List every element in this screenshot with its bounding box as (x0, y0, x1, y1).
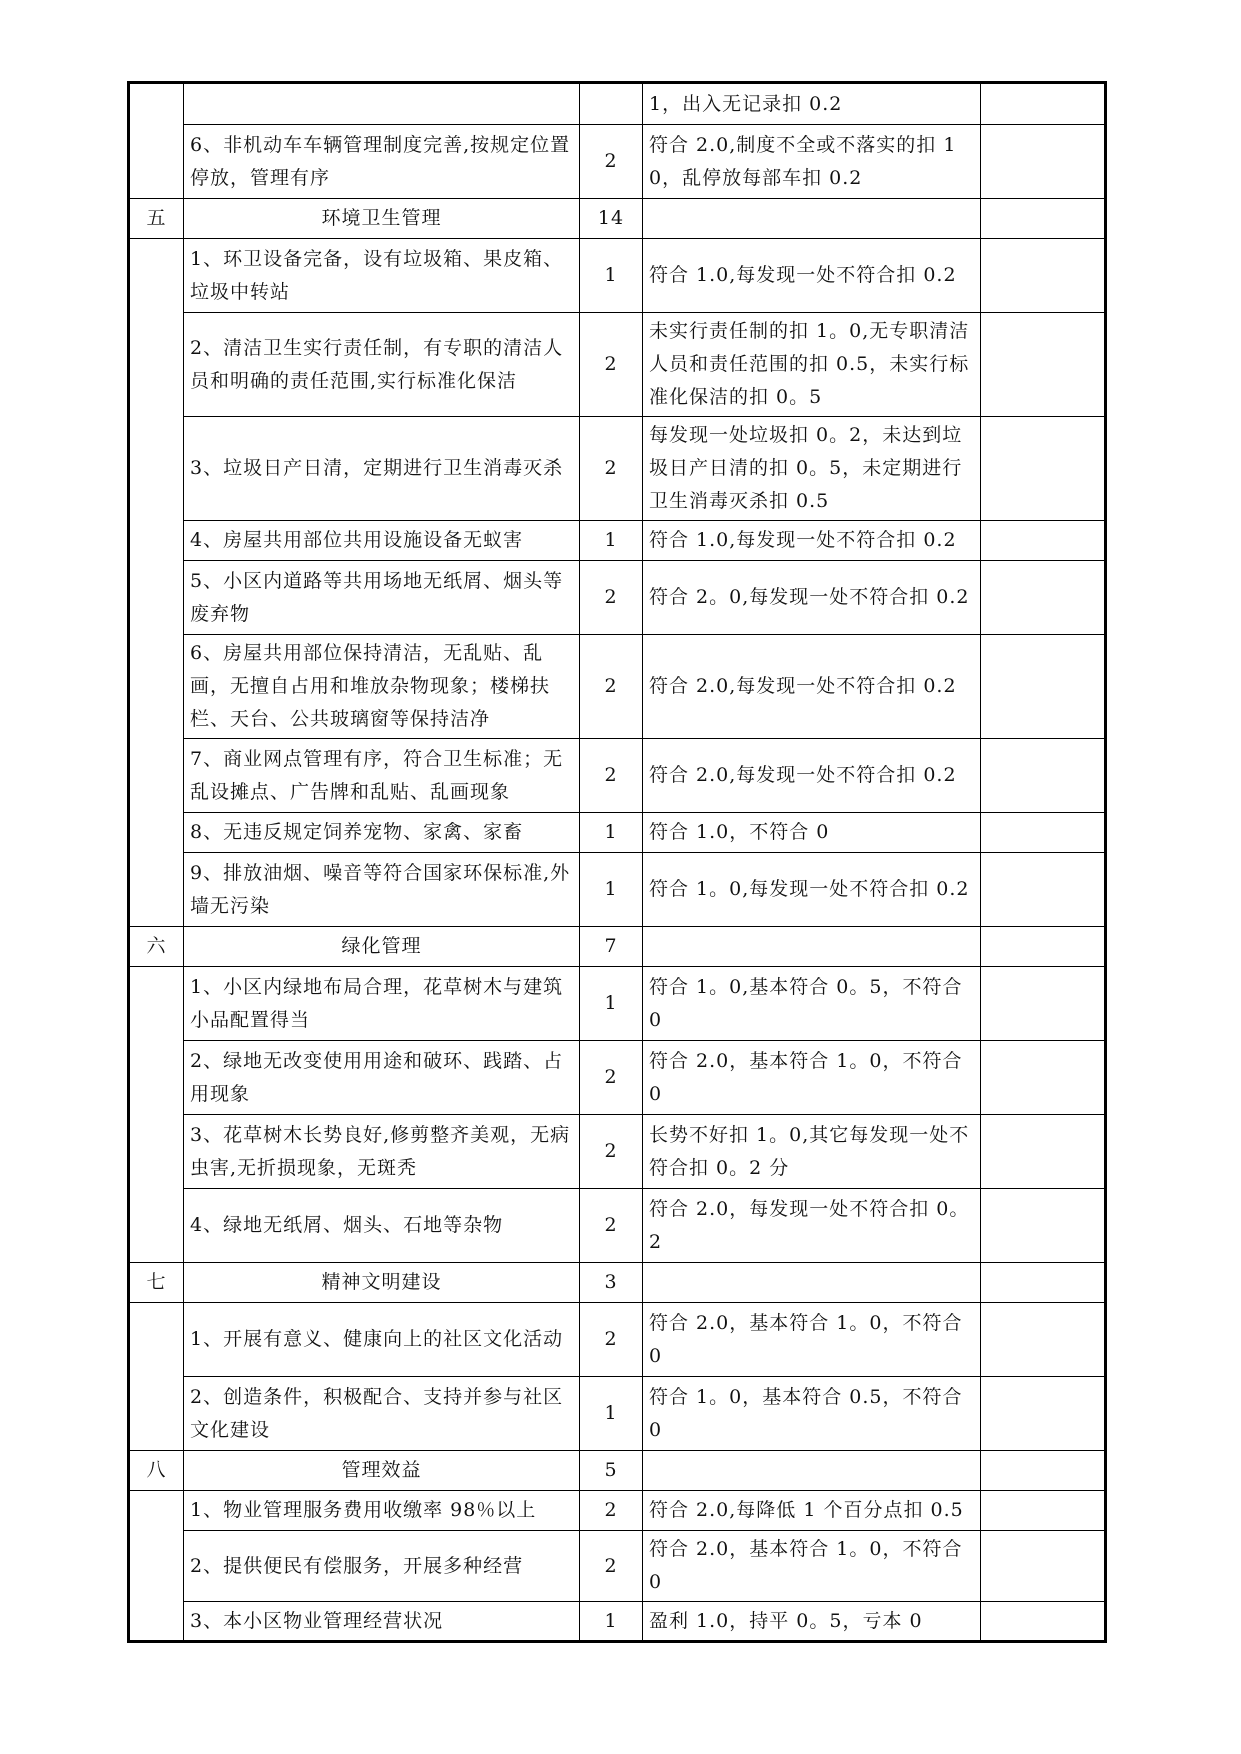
table-row (129, 521, 1106, 561)
standard-cell: 长势不好扣 1。0,其它每发现一处不符合扣 0。2 分 (643, 1115, 981, 1189)
section-number-merged-cell (129, 239, 184, 927)
item-cell: 8、无违反规定饲养宠物、家禽、家畜 (184, 813, 580, 853)
note-cell (981, 417, 1106, 521)
section-row (129, 199, 1106, 239)
score-cell (580, 83, 643, 125)
note-cell (981, 199, 1106, 239)
standard-cell: 盈利 1.0，持平 0。5，亏本 0 (643, 1602, 981, 1642)
note-cell (981, 125, 1106, 199)
item-cell: 2、创造条件，积极配合、支持并参与社区文化建设 (184, 1377, 580, 1451)
section-row (129, 927, 1106, 967)
note-cell (981, 635, 1106, 739)
standard-cell: 符合 1.0,每发现一处不符合扣 0.2 (643, 239, 981, 313)
item-cell: 管理效益 (184, 1451, 580, 1491)
standard-cell: 未实行责任制的扣 1。0,无专职清洁人员和责任范围的扣 0.5，未实行标准化保洁的扣 0。5 (643, 313, 981, 417)
item-cell: 2、提供便民有偿服务，开展多种经营 (184, 1531, 580, 1602)
section-number-cell: 六 (129, 927, 184, 967)
standard-cell: 符合 2.0，每发现一处不符合扣 0。2 (643, 1189, 981, 1263)
item-cell: 3、本小区物业管理经营状况 (184, 1602, 580, 1642)
note-cell (981, 1531, 1106, 1602)
score-cell: 1 (580, 239, 643, 313)
section-number-merged-cell (129, 1303, 184, 1451)
score-cell: 1 (580, 1377, 643, 1451)
standard-cell: 符合 2.0，基本符合 1。0，不符合 0 (643, 1531, 981, 1602)
score-cell: 2 (580, 1303, 643, 1377)
standard-cell: 符合 2.0,每发现一处不符合扣 0.2 (643, 739, 981, 813)
item-cell: 绿化管理 (184, 927, 580, 967)
note-cell (981, 1451, 1106, 1491)
section-number-merged-cell (129, 1491, 184, 1642)
item-cell: 6、非机动车车辆管理制度完善,按规定位置停放，管理有序 (184, 125, 580, 199)
score-cell: 2 (580, 1531, 643, 1602)
section-number-cell: 七 (129, 1263, 184, 1303)
standard-cell: 符合 2.0,每降低 1 个百分点扣 0.5 (643, 1491, 981, 1531)
standard-cell: 符合 1.0，不符合 0 (643, 813, 981, 853)
score-cell: 1 (580, 967, 643, 1041)
table-row (129, 239, 1106, 313)
section-number-cell (129, 83, 184, 199)
item-cell (184, 83, 580, 125)
note-cell (981, 967, 1106, 1041)
section-row (129, 1451, 1106, 1491)
item-cell: 5、小区内道路等共用场地无纸屑、烟头等废弃物 (184, 561, 580, 635)
note-cell (981, 1602, 1106, 1642)
assessment-table (127, 81, 1107, 1643)
note-cell (981, 1263, 1106, 1303)
item-cell: 3、花草树木长势良好,修剪整齐美观，无病虫害,无折损现象，无斑秃 (184, 1115, 580, 1189)
score-cell: 1 (580, 1602, 643, 1642)
item-cell: 环境卫生管理 (184, 199, 580, 239)
standard-cell (643, 927, 981, 967)
table-row (129, 1377, 1106, 1451)
section-number-merged-cell (129, 967, 184, 1263)
item-cell: 1、开展有意义、健康向上的社区文化活动 (184, 1303, 580, 1377)
note-cell (981, 561, 1106, 635)
table-row (129, 1602, 1106, 1642)
item-cell: 1、物业管理服务费用收缴率 98％以上 (184, 1491, 580, 1531)
item-cell: 1、小区内绿地布局合理，花草树木与建筑小品配置得当 (184, 967, 580, 1041)
table-row (129, 635, 1106, 739)
note-cell (981, 927, 1106, 967)
score-cell: 7 (580, 927, 643, 967)
standard-cell: 符合 2.0，基本符合 1。0，不符合 0 (643, 1041, 981, 1115)
note-cell (981, 83, 1106, 125)
note-cell (981, 521, 1106, 561)
score-cell: 3 (580, 1263, 643, 1303)
table-row (129, 1303, 1106, 1377)
item-cell: 3、垃圾日产日清，定期进行卫生消毒灭杀 (184, 417, 580, 521)
item-cell: 精神文明建设 (184, 1263, 580, 1303)
table-row (129, 1115, 1106, 1189)
standard-cell: 符合 2。0,每发现一处不符合扣 0.2 (643, 561, 981, 635)
table-row (129, 853, 1106, 927)
note-cell (981, 1377, 1106, 1451)
table-row (129, 561, 1106, 635)
note-cell (981, 853, 1106, 927)
table-row (129, 313, 1106, 417)
standard-cell: 符合 1。0，基本符合 0.5，不符合 0 (643, 1377, 981, 1451)
item-cell: 1、环卫设备完备，设有垃圾箱、果皮箱、垃圾中转站 (184, 239, 580, 313)
note-cell (981, 813, 1106, 853)
item-cell: 2、清洁卫生实行责任制，有专职的清洁人员和明确的责任范围,实行标准化保洁 (184, 313, 580, 417)
score-cell: 5 (580, 1451, 643, 1491)
score-cell: 2 (580, 417, 643, 521)
assessment-table-body (129, 83, 1106, 1642)
table-row (129, 83, 1106, 125)
table-row (129, 1189, 1106, 1263)
standard-cell: 符合 1。0,每发现一处不符合扣 0.2 (643, 853, 981, 927)
item-cell: 4、房屋共用部位共用设施设备无蚁害 (184, 521, 580, 561)
score-cell: 2 (580, 1041, 643, 1115)
section-row (129, 1263, 1106, 1303)
score-cell: 2 (580, 635, 643, 739)
standard-cell: 符合 1.0,每发现一处不符合扣 0.2 (643, 521, 981, 561)
score-cell: 1 (580, 853, 643, 927)
item-cell: 2、绿地无改变使用用途和破环、践踏、占用现象 (184, 1041, 580, 1115)
score-cell: 2 (580, 1115, 643, 1189)
table-row (129, 1531, 1106, 1602)
score-cell: 2 (580, 1189, 643, 1263)
standard-cell (643, 1451, 981, 1491)
score-cell: 14 (580, 199, 643, 239)
standard-cell (643, 199, 981, 239)
standard-cell: 符合 2.0,每发现一处不符合扣 0.2 (643, 635, 981, 739)
note-cell (981, 1491, 1106, 1531)
standard-cell: 1，出入无记录扣 0.2 (643, 83, 981, 125)
standard-cell: 符合 2.0，基本符合 1。0，不符合 0 (643, 1303, 981, 1377)
score-cell: 2 (580, 125, 643, 199)
note-cell (981, 1189, 1106, 1263)
section-number-cell: 五 (129, 199, 184, 239)
table-row (129, 125, 1106, 199)
standard-cell: 每发现一处垃圾扣 0。2，未达到垃圾日产日清的扣 0。5，未定期进行卫生消毒灭杀扣 0.5 (643, 417, 981, 521)
note-cell (981, 239, 1106, 313)
standard-cell (643, 1263, 981, 1303)
table-row (129, 417, 1106, 521)
note-cell (981, 739, 1106, 813)
standard-cell: 符合 1。0,基本符合 0。5，不符合 0 (643, 967, 981, 1041)
note-cell (981, 1303, 1106, 1377)
note-cell (981, 313, 1106, 417)
score-cell: 2 (580, 739, 643, 813)
table-row (129, 813, 1106, 853)
score-cell: 1 (580, 521, 643, 561)
score-cell: 2 (580, 313, 643, 417)
item-cell: 7、商业网点管理有序，符合卫生标准；无乱设摊点、广告牌和乱贴、乱画现象 (184, 739, 580, 813)
item-cell: 9、排放油烟、噪音等符合国家环保标准,外墙无污染 (184, 853, 580, 927)
item-cell: 6、房屋共用部位保持清洁，无乱贴、乱画，无擅自占用和堆放杂物现象；楼梯扶栏、天台、公共玻璃窗等保持洁净 (184, 635, 580, 739)
section-number-cell: 八 (129, 1451, 184, 1491)
table-row (129, 967, 1106, 1041)
note-cell (981, 1115, 1106, 1189)
score-cell: 1 (580, 813, 643, 853)
note-cell (981, 1041, 1106, 1115)
table-row (129, 1491, 1106, 1531)
table-row (129, 739, 1106, 813)
score-cell: 2 (580, 1491, 643, 1531)
item-cell: 4、绿地无纸屑、烟头、石地等杂物 (184, 1189, 580, 1263)
table-row (129, 1041, 1106, 1115)
score-cell: 2 (580, 561, 643, 635)
standard-cell: 符合 2.0,制度不全或不落实的扣 10，乱停放每部车扣 0.2 (643, 125, 981, 199)
